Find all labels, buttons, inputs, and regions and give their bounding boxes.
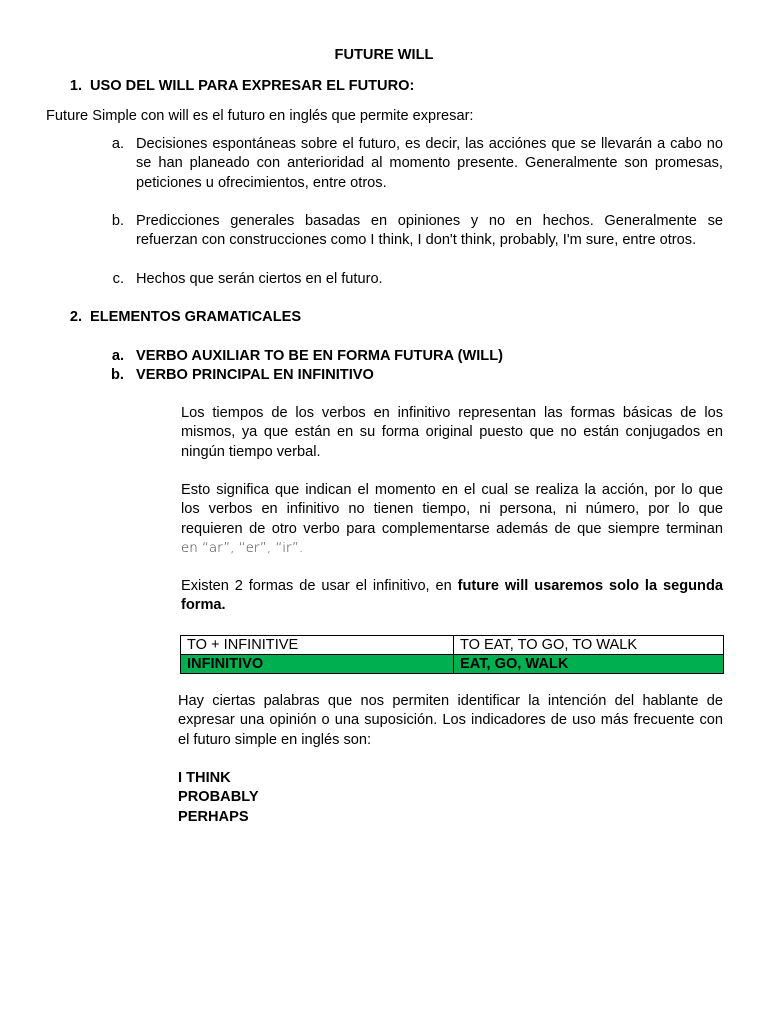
para4-line-1: Hay ciertas palabras que nos permiten identificar la intención del hablante de (178, 693, 723, 709)
para3-line-1 (181, 577, 723, 596)
item-a-line-2: se han planeado con anterioridad al momento presente. Generalmente son promesas, (136, 155, 723, 172)
para2-line-1: Esto significa que indican el momento en el cual se realiza la acción, por lo que (181, 482, 723, 498)
paragraph-infinitive-meaning (181, 481, 723, 559)
indicator-item: I THINK (178, 770, 231, 786)
item-a-line-1: Decisiones espontáneas sobre el futuro, es decir, las acciónes que se llevarán a cabo no (136, 136, 723, 152)
section-2-heading: ELEMENTOS GRAMATICALES (90, 309, 302, 325)
item-a-text (136, 135, 723, 193)
item-a-letter: a. (111, 136, 124, 152)
item-b-letter: b. (111, 213, 124, 229)
section-2-number: 2. (69, 309, 82, 325)
table-cell: INFINITIVO (181, 655, 454, 674)
table-row (181, 636, 724, 655)
document-title: FUTURE WILL (334, 47, 434, 63)
section-1-number: 1. (69, 78, 82, 94)
para1-line-3: ningún tiempo verbal. (181, 443, 321, 460)
table-row-highlighted (181, 655, 724, 674)
infinitive-forms-table (180, 635, 724, 674)
para3-line-2: forma. (181, 597, 226, 614)
paragraph-forms (181, 577, 723, 616)
item-a-line-3: peticiones u ofrecimientos, entre otros. (136, 174, 387, 191)
item-c-text: Hechos que serán ciertos en el futuro. (136, 271, 383, 287)
para4-line-3: el futuro simple en inglés son: (178, 731, 372, 748)
para3-plain-text: Existen 2 formas de usar el infinitivo, en (181, 578, 458, 594)
sub-b-letter: b. (111, 367, 124, 383)
para1-line-1: Los tiempos de los verbos en infinitivo representan las formas básicas de los (181, 405, 723, 421)
para2-line-4: en “ar”, “er”, “ir”. (181, 541, 304, 557)
sub-b-heading: VERBO PRINCIPAL EN INFINITIVO (136, 367, 374, 383)
para1-line-2: mismos, ya que están en su forma original puesto que no están conjugados en (181, 424, 723, 441)
indicator-item: PERHAPS (178, 808, 249, 825)
section-1-heading: USO DEL WILL PARA EXPRESAR EL FUTURO: (90, 78, 415, 94)
indicator-item: PROBABLY (178, 789, 259, 806)
item-b-line-1: Predicciones generales basadas en opiniones y no en hechos. Generalmente se (136, 213, 723, 229)
paragraph-indicators (178, 692, 723, 750)
sub-a-letter: a. (111, 348, 124, 364)
sub-a-heading: VERBO AUXILIAR TO BE EN FORMA FUTURA (WILL) (136, 348, 503, 364)
para2-line-3: requieren de otro verbo para complementarse además de que siempre terminan (181, 520, 723, 537)
section-1-intro: Future Simple con will es el futuro en inglés que permite expresar: (46, 108, 474, 124)
table-cell: TO + INFINITIVE (181, 636, 454, 655)
paragraph-infinitive-intro (181, 404, 723, 462)
para3-bold-text: future will usaremos solo la segunda (457, 578, 723, 594)
item-c-letter: c. (112, 271, 124, 287)
item-b-text (136, 212, 723, 251)
table-cell: EAT, GO, WALK (454, 655, 724, 674)
para2-line-2: los verbos en infinitivo no tienen tiempo, ni persona, ni número, por lo que (181, 501, 723, 518)
para4-line-2: expresar una opinión o una suposición. Los indicadores de uso más frecuente con (178, 712, 723, 729)
item-b-line-2: refuerzan con construcciones como I think, I don't think, probably, I'm sure, entre otros. (136, 232, 697, 249)
table-cell: TO EAT, TO GO, TO WALK (454, 636, 724, 655)
indicator-list (178, 769, 259, 827)
